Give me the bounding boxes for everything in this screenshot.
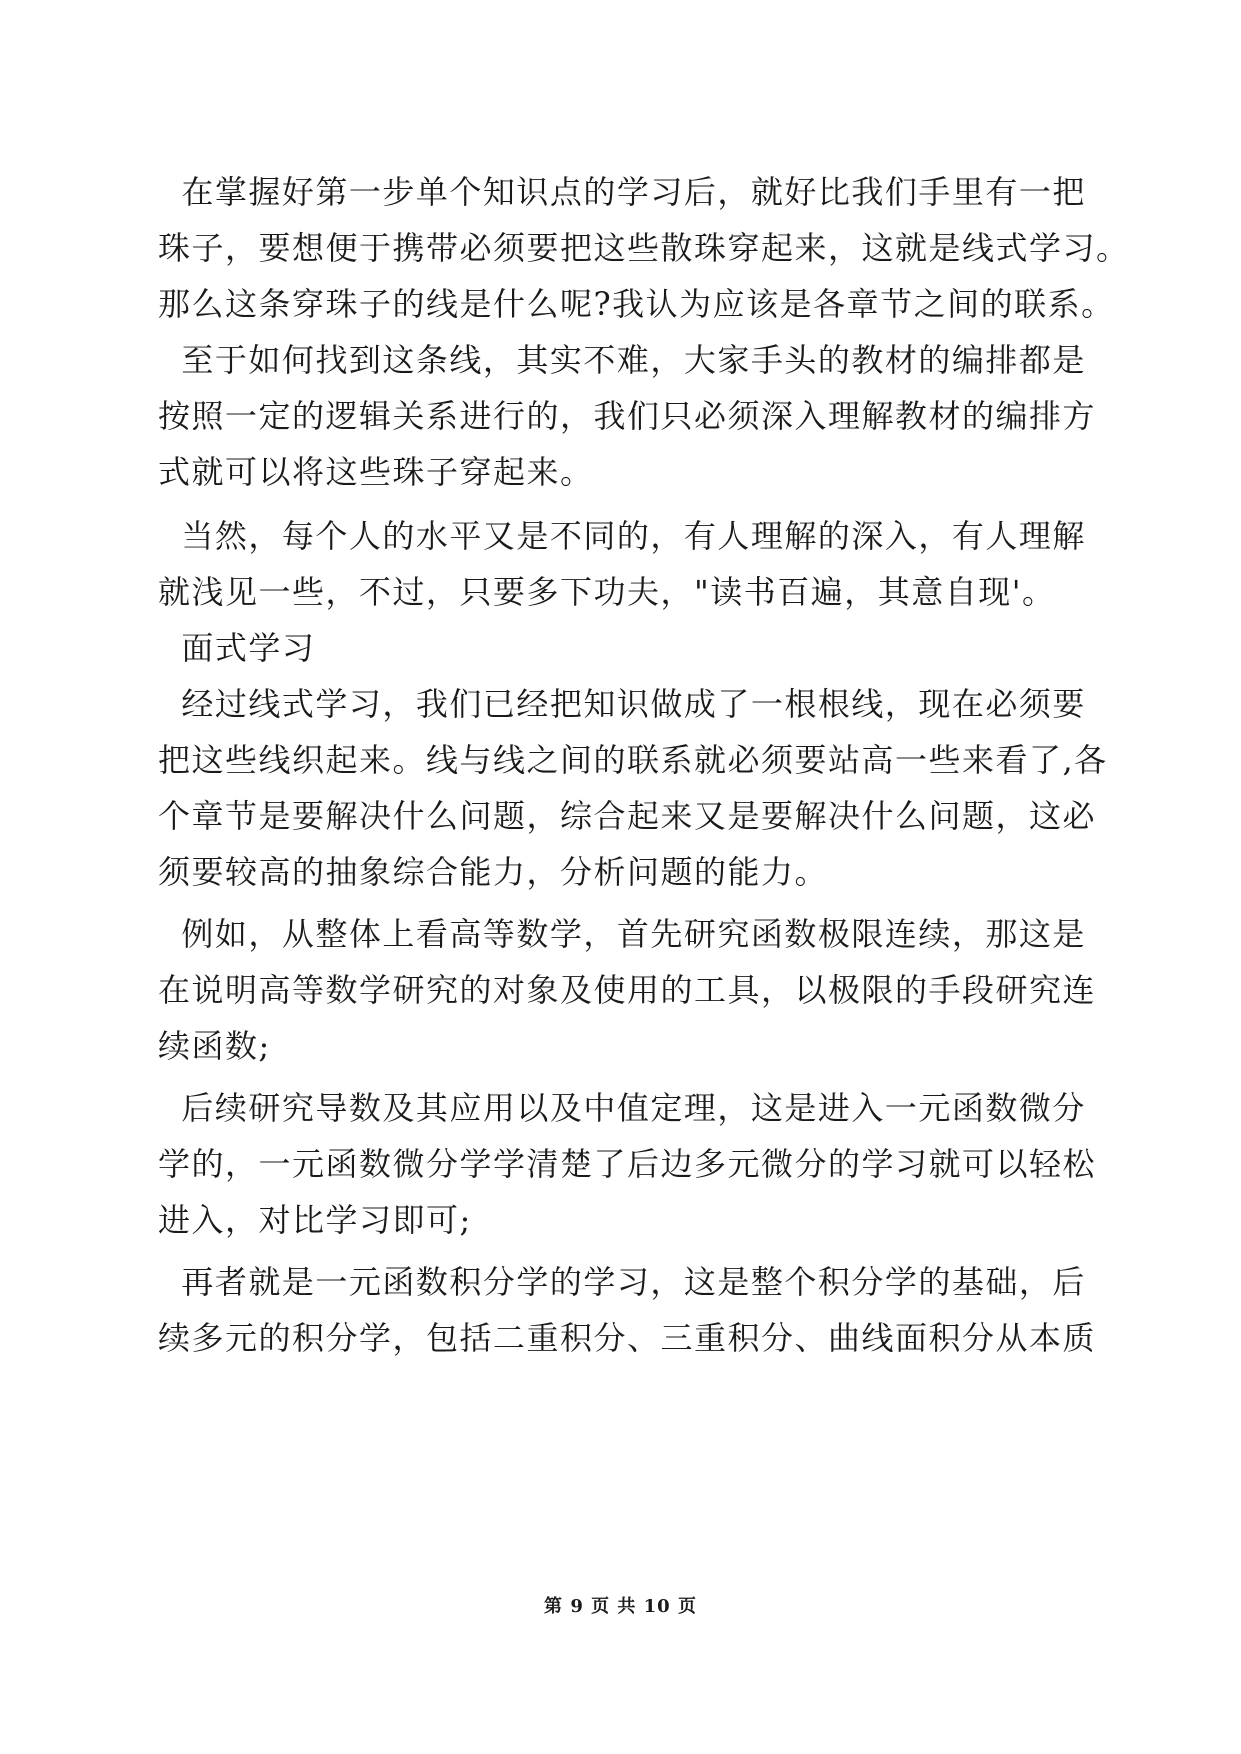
text-line: 把这些线织起来。线与线之间的联系就必须要站高一些来看了,各 bbox=[158, 741, 1108, 779]
page-number-footer: 第 9 页 共 10 页 bbox=[544, 1596, 697, 1617]
text-line: 续函数; bbox=[158, 1027, 271, 1065]
text-line: 后续研究导数及其应用以及中值定理，这是进入一元函数微分 bbox=[158, 1089, 1086, 1127]
text-line: 再者就是一元函数积分学的学习，这是整个积分学的基础，后 bbox=[158, 1263, 1086, 1301]
text-line: 珠子，要想便于携带必须要把这些散珠穿起来，这就是线式学习。 bbox=[158, 229, 1130, 267]
text-line: 个章节是要解决什么问题，综合起来又是要解决什么问题，这必 bbox=[158, 797, 1097, 835]
text-line: 按照一定的逻辑关系进行的，我们只必须深入理解教材的编排方 bbox=[158, 397, 1097, 435]
text-line: 那么这条穿珠子的线是什么呢?我认为应该是各章节之间的联系。 bbox=[158, 285, 1115, 323]
text-line: 进入，对比学习即可; bbox=[158, 1201, 472, 1239]
text-line: 学的，一元函数微分学学清楚了后边多元微分的学习就可以轻松 bbox=[158, 1145, 1097, 1183]
text-line: 经过线式学习，我们已经把知识做成了一根根线，现在必须要 bbox=[158, 685, 1086, 723]
text-line: 面式学习 bbox=[158, 629, 316, 667]
text-line: 在说明高等数学研究的对象及使用的工具，以极限的手段研究连 bbox=[158, 971, 1097, 1009]
text-line: 就浅见一些，不过，只要多下功夫，"读书百遍，其意自现'。 bbox=[158, 573, 1056, 611]
text-line: 在掌握好第一步单个知识点的学习后，就好比我们手里有一把 bbox=[158, 173, 1086, 211]
text-line: 续多元的积分学，包括二重积分、三重积分、曲线面积分从本质 bbox=[158, 1319, 1097, 1357]
text-line: 当然，每个人的水平又是不同的，有人理解的深入，有人理解 bbox=[158, 517, 1086, 555]
text-line: 至于如何找到这条线，其实不难，大家手头的教材的编排都是 bbox=[158, 341, 1086, 379]
text-line: 式就可以将这些珠子穿起来。 bbox=[158, 453, 594, 491]
text-line: 例如，从整体上看高等数学，首先研究函数极限连续，那这是 bbox=[158, 915, 1086, 953]
text-line: 须要较高的抽象综合能力，分析问题的能力。 bbox=[158, 853, 829, 891]
